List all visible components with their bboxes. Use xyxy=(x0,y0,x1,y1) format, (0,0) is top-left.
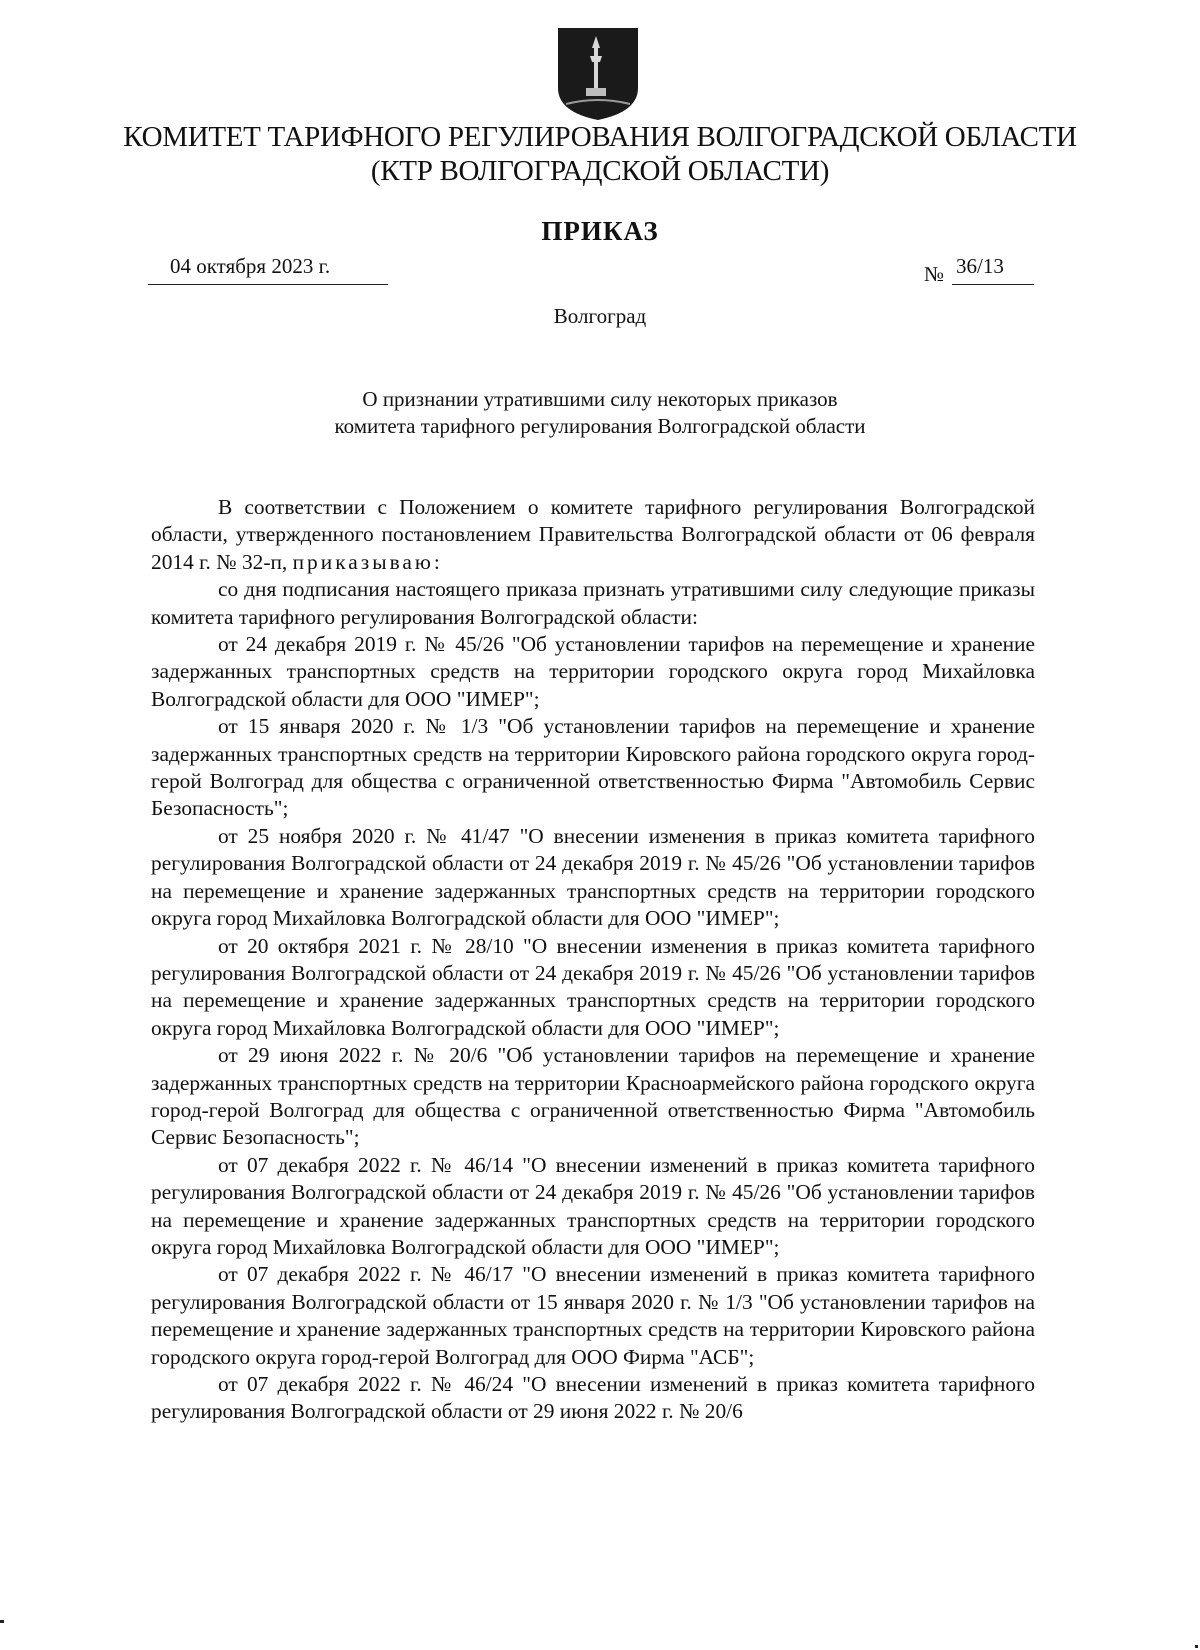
coat-of-arms-emblem xyxy=(556,26,640,122)
city: Волгоград xyxy=(553,304,647,328)
date-underline xyxy=(148,284,388,285)
scan-mark xyxy=(0,1620,4,1623)
order-subject xyxy=(200,386,1000,440)
organization-name: КОМИТЕТ ТАРИФНОГО РЕГУЛИРОВАНИЯ ВОЛГОГРАДСКОЙ ОБЛАСТИ xyxy=(123,121,1077,153)
revoked-order-item: от 15 января 2020 г. № 1/3 "Об установлении тарифов на перемещение и хранение задержанных транспортных средств на территории Кировского района городского округа город-герой Волгоград для общества с ограниченной ответственностью Фирма "Автомобиль Сервис Безопасность"; xyxy=(151,714,1035,821)
decision-paragraph: со дня подписания настоящего приказа признать утратившими силу следующие приказы комитета тарифного регулирования Волгоградской области: xyxy=(151,577,1035,629)
number-underline xyxy=(952,284,1034,285)
order-number: 36/13 xyxy=(956,254,1004,278)
subject-line-1: О признании утратившими силу некоторых приказов xyxy=(362,387,838,411)
order-verb: приказываю: xyxy=(292,549,443,574)
revoked-order-item: от 07 декабря 2022 г. № 46/17 "О внесении изменений в приказ комитета тарифного регулирования Волгоградской области от 15 января 2020 г. № 1/3 "Об установлении тарифов на перемещение и хранение задержанных транспортных средств на территории Кировского района городского округа город-герой Волгоград для ООО Фирма "АСБ"; xyxy=(151,1262,1035,1369)
organization-short-name: (КТР ВОЛГОГРАДСКОЙ ОБЛАСТИ) xyxy=(370,155,830,187)
subject-line-2: комитета тарифного регулирования Волгоградской области xyxy=(334,414,866,438)
number-sign: № xyxy=(924,262,945,286)
preamble-text: В соответствии с Положением о комитете тарифного регулирования Волгоградской области, утвержденного постановлением Правительства Волгоградской области от 06 февраля 2014 г. № 32-п, xyxy=(151,495,1035,574)
document-type-title: ПРИКАЗ xyxy=(541,216,659,246)
revoked-order-item: от 20 октября 2021 г. № 28/10 "О внесении изменения в приказ комитета тарифного регулирования Волгоградской области от 24 декабря 2019 г. № 45/26 "Об установлении тарифов на перемещение и хранение задержанных транспортных средств на территории городского округа город Михайловка Волгоградской области для ООО "ИМЕР"; xyxy=(151,933,1035,1040)
revoked-order-item: от 07 декабря 2022 г. № 46/14 "О внесении изменений в приказ комитета тарифного регулирования Волгоградской области от 24 декабря 2019 г. № 45/26 "Об установлении тарифов на перемещение и хранение задержанных транспортных средств на территории городского округа город Михайловка Волгоградской области для ООО "ИМЕР"; xyxy=(151,1152,1035,1259)
order-body xyxy=(151,494,1035,1426)
scan-mark xyxy=(1195,1645,1198,1648)
revoked-order-item: от 29 июня 2022 г. № 20/6 "Об установлении тарифов на перемещение и хранение задержанных транспортных средств на территории Красноармейского района городского округа город-герой Волгоград для общества с ограниченной ответственностью Фирма "Автомобиль Сервис Безопасность"; xyxy=(151,1043,1035,1150)
revoked-order-item: от 07 декабря 2022 г. № 46/24 "О внесении изменений в приказ комитета тарифного регулирования Волгоградской области от 29 июня 2022 г. № 20/6 xyxy=(151,1372,1035,1424)
revoked-order-item: от 24 декабря 2019 г. № 45/26 "Об установлении тарифов на перемещение и хранение задержанных транспортных средств на территории городского округа город Михайловка Волгоградской области для ООО "ИМЕР"; xyxy=(151,632,1035,711)
revoked-order-item: от 25 ноября 2020 г. № 41/47 "О внесении изменения в приказ комитета тарифного регулирования Волгоградской области от 24 декабря 2019 г. № 45/26 "Об установлении тарифов на перемещение и хранение задержанных транспортных средств на территории городского округа город Михайловка Волгоградской области для ООО "ИМЕР"; xyxy=(151,823,1035,931)
preamble-paragraph xyxy=(151,494,1035,576)
order-date: 04 октября 2023 г. xyxy=(170,254,331,278)
